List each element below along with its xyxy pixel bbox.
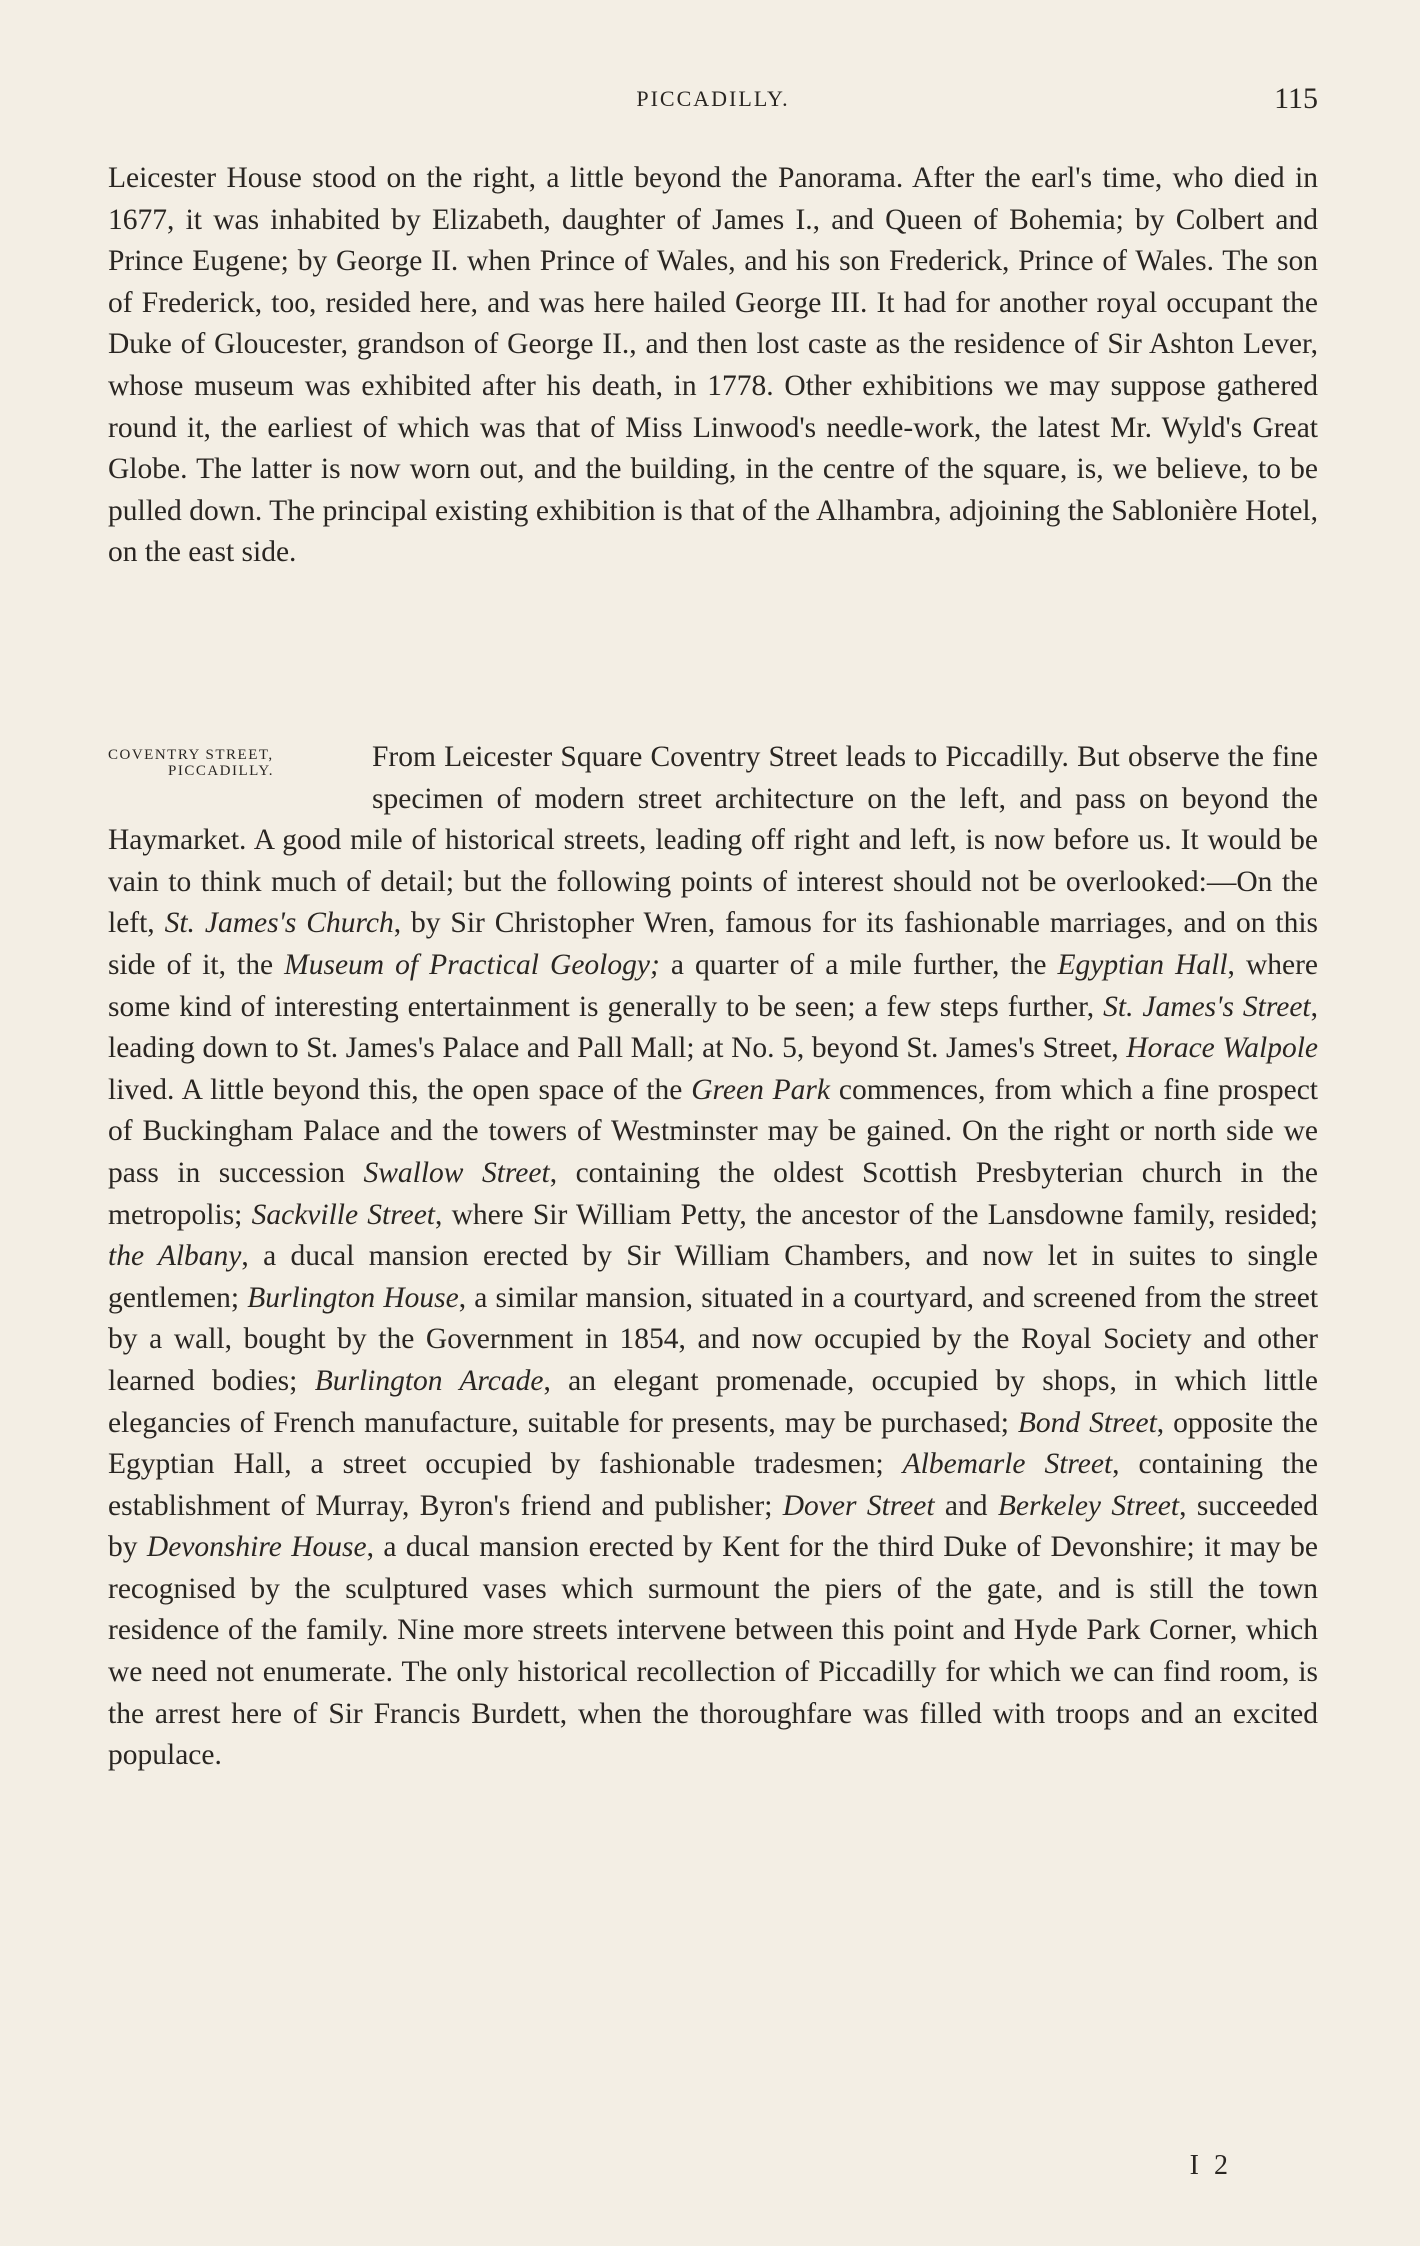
place-name: Devonshire House <box>146 1531 367 1564</box>
place-name: St. James's Street <box>1103 990 1311 1023</box>
text-segment: commences, from which a fine prospect of Buckingham Palace and the towers of Westminster may be gained. On the right or north side we pass in succession <box>108 1073 1318 1189</box>
text-segment: , containing the establishment of Murray, Byron's friend and publisher; <box>108 1448 1318 1522</box>
paragraph-leicester-house: Leicester House stood on the right, a little beyond the Panorama. After the earl's time, who died in 1677, it was inhabited by Elizabeth, daughter of James I., and Queen of Bohemia; by Colbert and Prince Eugene; by George II. when Prince of Wales, and his son Frederick, Prince of Wales. The son of Frederick, too, resided here, and was here hailed George III. It had for another royal occupant the Duke of Gloucester, grandson of George II., and then lost caste as the residence of Sir Ashton Lever, whose museum was exhibited after his death, in 1778. Other exhibitions we may suppose gathered round it, the earliest of which was that of Miss Linwood's needle-work, the latest Mr. Wyld's Great Globe. The latter is now worn out, and the building, in the centre of the square, is, we believe, to be pulled down. The principal existing exhibition is that of the Alhambra, adjoining the Sablonière Hotel, on the east side. <box>108 162 1318 569</box>
page-number: 115 <box>1274 82 1318 115</box>
place-name: Dover Street <box>782 1489 935 1522</box>
place-name: Museum of Practical Geology; <box>284 948 660 981</box>
text-segment: , leading down to St. James's Palace and Pall Mall; at No. 5, beyond St. James's Street, <box>108 990 1318 1065</box>
text-segment: , succeeded by <box>108 1489 1319 1564</box>
text-segment: , containing the oldest Scottish Presbyterian church in the metropolis; <box>108 1156 1318 1231</box>
text-segment: a quarter of a mile further, the <box>670 948 1047 981</box>
place-name: Burlington House <box>247 1281 459 1314</box>
person-name: Horace Walpole <box>1126 1032 1318 1065</box>
place-name: Burlington Arcade <box>314 1364 544 1397</box>
sidenote-line-1: COVENTRY STREET, <box>108 747 274 763</box>
place-name: Berkeley Street <box>997 1489 1180 1522</box>
marginal-sidenote <box>108 737 358 813</box>
place-name: Green Park <box>691 1073 831 1106</box>
running-head <box>108 82 1318 122</box>
place-name: Bond Street <box>1017 1406 1157 1439</box>
text-segment: , a ducal mansion erected by Kent for the third Duke of Devonshire; it may be recognised by the sculptured vases which surmount the piers of the gate, and is still the town residence of the family. Nine more streets intervene between this point and Hyde Park Corner, which we need not enumerate. The only historical recollection of Piccadilly for which we can find room, is the arrest here of Sir Francis Burdett, when the thoroughfare was filled with troops and an excited populace. <box>108 1531 1318 1772</box>
text-segment: , where Sir William Petty, the ancestor of the Lansdowne family, resided; <box>435 1198 1318 1231</box>
text-segment: , a ducal mansion erected by Sir William Chambers, and now let in suites to single gentlemen; <box>108 1240 1318 1314</box>
text-segment: lived. A little beyond this, the open space of the <box>108 1073 683 1106</box>
place-name: Egyptian Hall <box>1057 948 1228 981</box>
text-segment: , opposite the Egyptian Hall, a street occupied by fashionable tradesmen; <box>108 1406 1319 1481</box>
place-name: Albemarle Street <box>902 1448 1113 1481</box>
text-segment: , a similar mansion, situated in a courtyard, and screened from the street by a wall, bought by the Government in 1854, and now occupied by the Royal Society and other learned bodies; <box>108 1281 1319 1397</box>
text-segment: , an elegant promenade, occupied by shops, in which little elegancies of French manufacture, suitable for presents, may be purchased; <box>108 1364 1318 1439</box>
paragraph-coventry-street <box>108 737 1318 1777</box>
running-title: PICCADILLY. <box>636 86 790 111</box>
text-segment: , where some kind of interesting entertainment is generally to be seen; a few steps further, <box>108 948 1319 1023</box>
text-segment: From Leicester Square Coventry Street leads to Piccadilly. But observe the fine specimen of modern street architecture on the left, and pass on beyond the Haymarket. A good mile of historical streets, leading off right and left, is now before us. It would be vain to think much of detail; but the following points of interest should not be overlooked:—On the left, <box>108 741 1318 940</box>
text-segment: , by Sir Christopher Wren, famous for its fashionable marriages, and on this side of it, the <box>108 907 1318 981</box>
place-name: Sackville Street <box>251 1198 435 1231</box>
text-segment: and <box>944 1489 988 1522</box>
signature-mark: I 2 <box>1189 2150 1232 2181</box>
place-name: the Albany <box>108 1240 242 1273</box>
sidenote-line-2: PICCADILLY. <box>168 763 274 779</box>
place-name: St. James's Church <box>164 907 394 940</box>
place-name: Swallow Street <box>363 1156 550 1189</box>
